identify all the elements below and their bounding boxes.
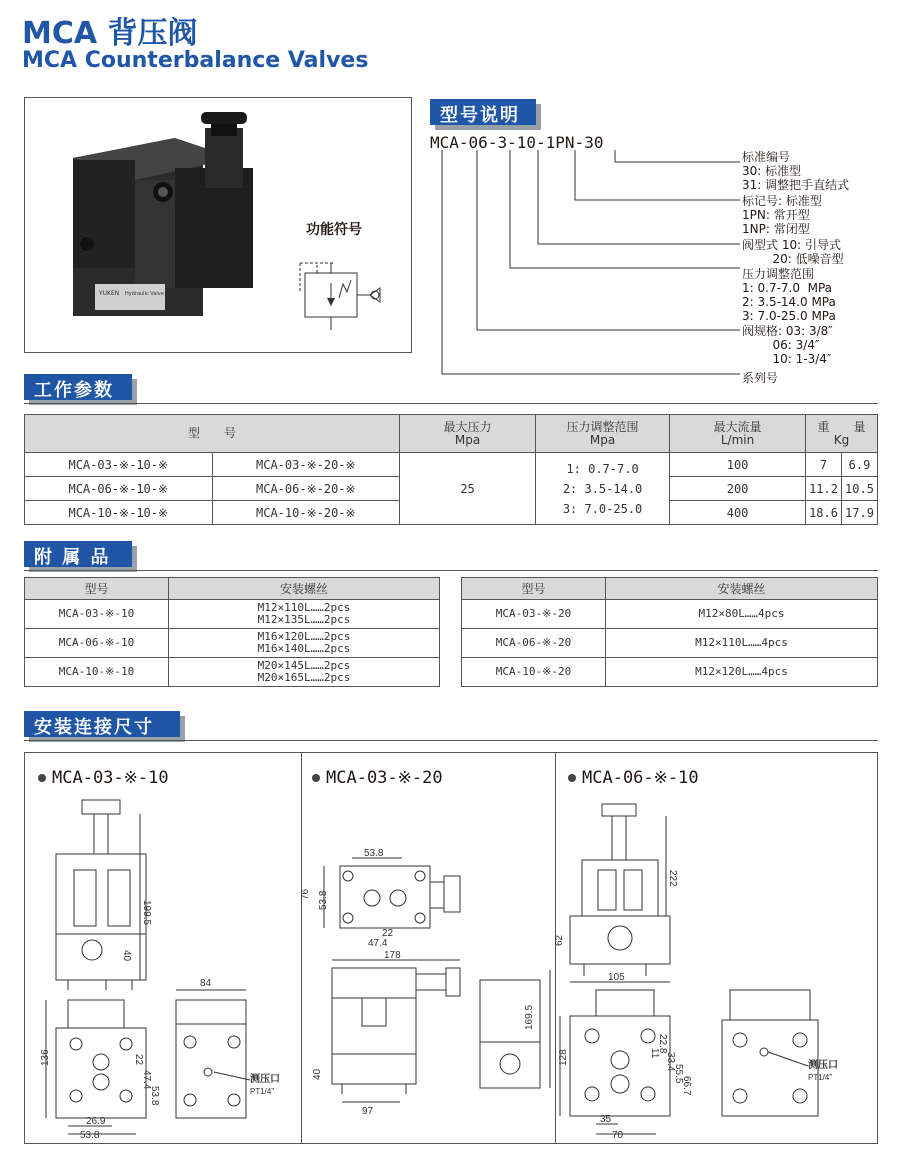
svg-text:222: 222 — [667, 870, 678, 887]
table-row: MCA-03-※-20 M12×80L……4pcs — [462, 600, 878, 629]
svg-text:35: 35 — [600, 1114, 612, 1125]
table-row: MCA-06-※-20 M12×110L……4pcs — [462, 629, 878, 658]
svg-text:199.5: 199.5 — [141, 900, 152, 926]
svg-text:76: 76 — [300, 888, 311, 900]
svg-text:169.5: 169.5 — [524, 1004, 535, 1030]
model-code: MCA-06-3-10-1PN-30 — [430, 133, 604, 152]
drawing-mca-06-10 — [556, 790, 876, 1140]
section-divider — [24, 740, 878, 741]
pressure-ranges: 1: 0.7-7.0 2: 3.5-14.0 3: 7.0-25.0 — [536, 453, 670, 525]
drawing-title-mca-03-10: MCA-03-※-10 — [38, 768, 169, 788]
page-title-cn: MCA 背压阀 — [22, 16, 198, 51]
legend-series: 系列号 — [742, 371, 779, 385]
svg-text:测压口: 测压口 — [808, 1060, 838, 1071]
svg-text:62: 62 — [554, 934, 565, 946]
nameplate — [95, 284, 165, 310]
table-row: MCA-10-※-20 M12×120L……4pcs — [462, 658, 878, 687]
svg-text:55.5: 55.5 — [673, 1064, 684, 1084]
table-row: MCA-06-※-10-※ MCA-06-※-20-※ 200 11.2 10.5 — [25, 477, 878, 501]
svg-text:40: 40 — [312, 1068, 323, 1080]
section-work-params: 工作参数 — [24, 374, 132, 400]
table-row: MCA-03-※-10-※ MCA-03-※-20-※ 25 1: 0.7-7.0 2: 3.5-14.0 3: 7.0-25.0 100 7 6.9 — [25, 453, 878, 477]
drawing-mca-03-20 — [302, 790, 552, 1140]
function-symbol-label: 功能符号 — [306, 222, 362, 238]
svg-text:53.8: 53.8 — [364, 848, 384, 859]
model-code-leader-lines — [420, 150, 750, 378]
svg-text:22.8: 22.8 — [657, 1034, 668, 1054]
legend-standard: 标准编号 30: 标准型 31: 调整把手直结式 — [742, 150, 850, 192]
svg-text:136: 136 — [40, 1049, 51, 1066]
drawing-title-mca-06-10: MCA-06-※-10 — [568, 768, 699, 788]
svg-text:66.7: 66.7 — [681, 1076, 692, 1096]
svg-text:128: 128 — [558, 1049, 569, 1066]
table-row: MCA-10-※-10-※ MCA-10-※-20-※ 400 18.6 17.9 — [25, 501, 878, 525]
legend-mark: 标记号: 标准型 1PN: 常开型 1NP: 常闭型 — [742, 194, 822, 236]
svg-text:53.8: 53.8 — [318, 890, 329, 910]
max-pressure-value: 25 — [400, 453, 536, 525]
table-row: MCA-06-※-10 M16×120L……2pcs M16×140L……2pcs — [25, 629, 440, 658]
table-row: MCA-03-※-10 M12×110L……2pcs M12×135L……2pcs — [25, 600, 440, 629]
svg-text:YUKEN: YUKEN — [99, 290, 120, 297]
header-max-pressure: 最大压力 Mpa — [400, 415, 536, 453]
svg-text:Hydraulic Valve: Hydraulic Valve — [125, 291, 164, 297]
table-row: MCA-10-※-10 M20×145L……2pcs M20×165L……2pcs — [25, 658, 440, 687]
svg-text:22: 22 — [133, 1054, 144, 1066]
svg-text:47.4: 47.4 — [368, 938, 388, 949]
header-weight: 重 量 Kg — [806, 415, 878, 453]
svg-text:53.8: 53.8 — [80, 1130, 100, 1141]
header-model: 型 号 — [25, 415, 400, 453]
svg-text:47.4: 47.4 — [141, 1070, 152, 1090]
legend-size: 阀规格: 03: 3/8″ 06: 3/4″ 10: 1-3/4″ — [742, 324, 833, 366]
svg-text:26.9: 26.9 — [86, 1116, 106, 1127]
section-model-explanation: 型号说明 — [430, 99, 536, 125]
section-accessories: 附 属 品 — [24, 541, 132, 567]
svg-text:PT1/4": PT1/4" — [808, 1073, 833, 1082]
accessories-table-right: 型号 安装螺丝 MCA-03-※-20 M12×80L……4pcs MCA-06-※-20 M12×110L……4pcs MCA-10-※-20 M12×120L……4pcs — [461, 577, 878, 687]
drawing-title-mca-03-20: MCA-03-※-20 — [312, 768, 443, 788]
page-title-en: MCA Counterbalance Valves — [22, 48, 369, 73]
svg-text:测压口: 测压口 — [250, 1074, 280, 1085]
header-max-flow: 最大流量 L/min — [670, 415, 806, 453]
section-divider — [24, 570, 878, 571]
svg-text:53.8: 53.8 — [149, 1086, 160, 1106]
work-params-table — [24, 414, 878, 525]
section-divider — [24, 403, 878, 404]
drawing-mca-03-10 — [28, 790, 298, 1140]
svg-text:105: 105 — [608, 972, 625, 983]
header-pressure-range: 压力调整范围 Mpa — [536, 415, 670, 453]
svg-text:178: 178 — [384, 950, 401, 961]
accessories-table-left: 型号 安装螺丝 MCA-03-※-10 M12×110L……2pcs M12×135L……2pcs MCA-06-※-10 M16×120L……2pcs M16×140L……2pcs MCA-10-※-10 M20×145L……2pcs M20×165L……2pcs — [24, 577, 440, 687]
svg-text:33.4: 33.4 — [665, 1052, 676, 1072]
legend-pressure: 压力调整范围 1: 0.7-7.0 MPa 2: 3.5-14.0 MPa 3: 7.0-25.0 MPa — [742, 267, 836, 323]
svg-text:PT1/4": PT1/4" — [250, 1087, 275, 1096]
svg-text:70: 70 — [612, 1130, 624, 1141]
svg-text:22: 22 — [382, 928, 394, 939]
svg-text:40: 40 — [121, 950, 132, 962]
svg-text:11: 11 — [649, 1048, 660, 1059]
legend-valve-type: 阀型式 10: 引导式 20: 低噪音型 — [742, 238, 844, 266]
svg-text:97: 97 — [362, 1106, 374, 1117]
svg-text:84: 84 — [200, 978, 212, 989]
section-dimensions: 安装连接尺寸 — [24, 711, 180, 737]
